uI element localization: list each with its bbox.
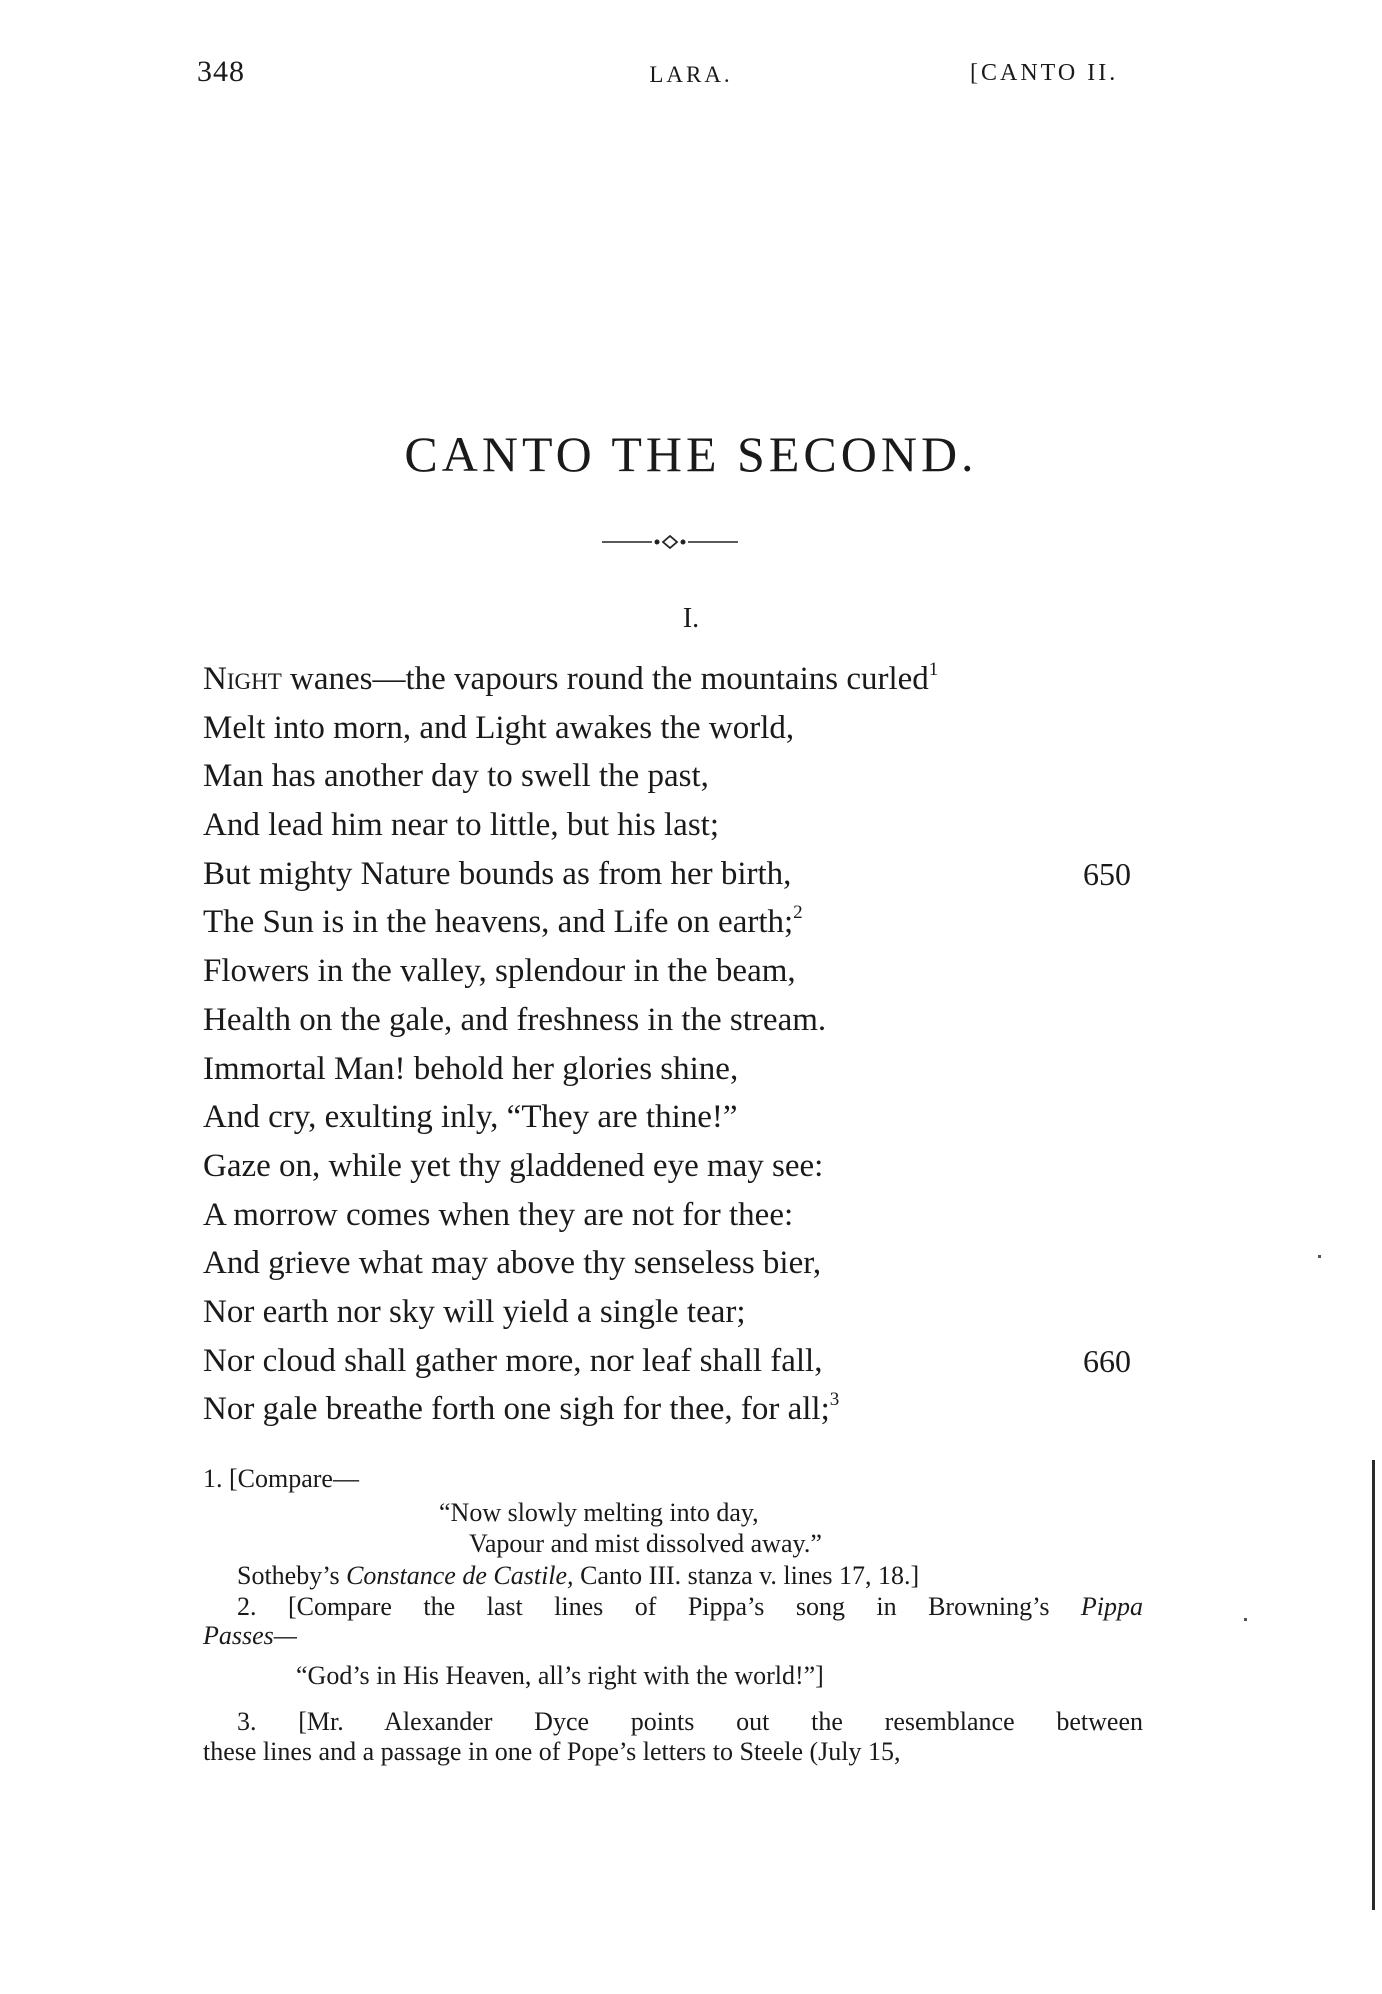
canto-title: CANTO THE SECOND. [404, 426, 978, 482]
poem-line [203, 752, 1163, 801]
footnote-2-quote: “God’s in His Heaven, all’s right with the world!”] [296, 1661, 824, 1690]
poem-line [203, 801, 1163, 850]
footnote-2-continued [203, 1619, 1143, 1653]
poem-line-text: wanes—the vapours round the mountains curled [281, 661, 929, 697]
poem-line-text: Nor cloud shall gather more, nor leaf shall fall, [203, 1342, 823, 1379]
poem-line-text: Immortal Man! behold her glories shine, [203, 1050, 739, 1087]
footnote-3-line: 3. [Mr. Alexander Dyce points out the resemblance between [237, 1707, 1143, 1736]
poem-line [203, 850, 1163, 899]
footnote-3-line: these lines and a passage in one of Pope’s letters to Steele (July 15, [203, 1737, 901, 1766]
scan-edge-mark [1372, 1460, 1375, 1910]
poem-line [203, 1142, 1163, 1191]
footnote-2-title: Pippa [1080, 1592, 1143, 1621]
poem-line [203, 996, 1163, 1045]
poem-line-text: A morrow comes when they are not for thee: [203, 1196, 794, 1233]
poem-line [203, 704, 1163, 753]
poem-line-text: Melt into morn, and Light awakes the world, [203, 709, 795, 746]
poem-line-text: And cry, exulting inly, “They are thine!” [203, 1099, 738, 1136]
ornamental-rule-icon [600, 527, 740, 557]
footnote-1-quote-line: “Now slowly melting into day, [439, 1498, 759, 1527]
poem-line-text: Gaze on, while yet thy gladdened eye may see: [203, 1147, 824, 1184]
running-title: LARA. [649, 62, 733, 87]
poem-line-text: Nor gale breathe forth one sigh for thee, for all; [203, 1391, 830, 1428]
poem-line [203, 1239, 1163, 1288]
poem-line-text: But mighty Nature bounds as from her birth, [203, 855, 792, 892]
poem-line-text: Nor earth nor sky will yield a single tear; [203, 1293, 746, 1330]
poem-line [203, 655, 1163, 704]
scan-speck [1318, 1255, 1321, 1258]
poem-line [203, 1045, 1163, 1094]
poem-line [203, 1385, 1163, 1434]
poem-line-text: The Sun is in the heavens, and Life on earth; [203, 904, 794, 941]
footnote-1-source-author: Sotheby’s [237, 1561, 347, 1590]
scan-speck [1244, 1618, 1247, 1621]
footnote-1-source [203, 1559, 1143, 1593]
footnote-marker: 3 [829, 1389, 840, 1411]
footnote-marker: 1 [928, 659, 939, 680]
poem-line-text: And grieve what may above thy senseless bier, [203, 1245, 822, 1282]
footnote-2-title-cont: Passes— [203, 1621, 297, 1650]
poem-line-text: And lead him near to little, but his last; [203, 807, 719, 844]
poem-line [203, 1337, 1163, 1386]
poem-stanza [203, 655, 1163, 1434]
poem-line [203, 947, 1163, 996]
poem-line-text: Man has another day to swell the past, [203, 758, 709, 795]
poem-line [203, 898, 1163, 947]
section-label: [CANTO II. [970, 60, 1119, 86]
poem-line [203, 1093, 1163, 1142]
poem-line [203, 1288, 1163, 1337]
poem-line-text: Flowers in the valley, splendour in the beam, [203, 953, 796, 990]
small-caps-opening: Night [203, 661, 282, 697]
footnote-marker: 2 [793, 902, 803, 924]
footnote-1-quote-line: Vapour and mist dissolved away.” [469, 1529, 822, 1558]
footnote-1-source-ref: Canto III. stanza v. lines 17, 18.] [573, 1561, 920, 1590]
footnote-1-intro: 1. [Compare— [203, 1464, 359, 1493]
line-number: 650 [1083, 855, 1131, 892]
footnote-2-text: 2. [Compare the last lines of Pippa’s song in Browning’s [237, 1592, 1081, 1621]
footnote-1-source-title: Constance de Castile, [346, 1561, 574, 1590]
poem-line [203, 1191, 1163, 1240]
footnotes [203, 1462, 1143, 1769]
poem-line-text: Health on the gale, and freshness in the stream. [203, 1001, 827, 1038]
stanza-number: I. [682, 603, 700, 634]
line-number: 660 [1083, 1342, 1131, 1379]
page-number: 348 [197, 55, 245, 88]
